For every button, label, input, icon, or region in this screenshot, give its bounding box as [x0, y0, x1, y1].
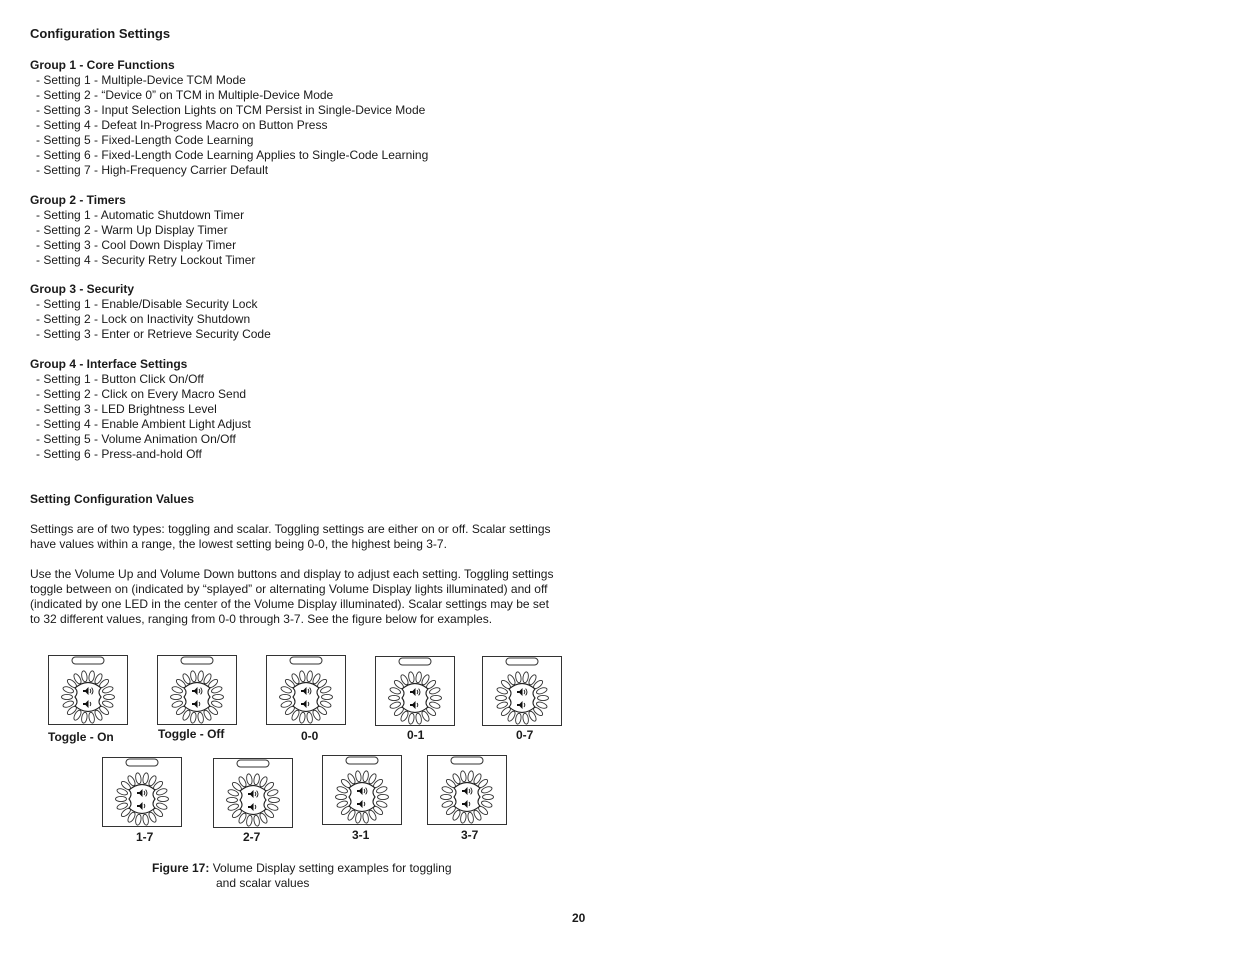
paragraph-line: have values within a range, the lowest setting being 0-0, the highest being 3-7.: [30, 537, 447, 551]
caption-label: Figure 17:: [152, 861, 210, 875]
setting-item: - Setting 7 - High-Frequency Carrier Default: [36, 163, 269, 177]
setting-item: - Setting 4 - Defeat In-Progress Macro on Button Press: [36, 118, 328, 132]
volume-display-panel: [266, 655, 346, 725]
panel-label: 3-7: [461, 828, 479, 842]
panel-label: Toggle - On: [48, 730, 114, 744]
setting-item: - Setting 2 - Warm Up Display Timer: [36, 223, 228, 237]
setting-item: - Setting 2 - Click on Every Macro Send: [36, 387, 247, 401]
setting-item: - Setting 1 - Enable/Disable Security Lock: [36, 297, 258, 311]
panel-label: 0-1: [407, 728, 425, 742]
setting-item: - Setting 1 - Button Click On/Off: [36, 372, 204, 386]
volume-display-panel: [48, 655, 128, 725]
setting-item: - Setting 5 - Volume Animation On/Off: [36, 432, 236, 446]
group-interface-settings: [30, 357, 251, 462]
caption-text-line1: Volume Display setting examples for toggling: [212, 861, 452, 875]
panel-label: 1-7: [136, 830, 154, 844]
setting-item: - Setting 1 - Automatic Shutdown Timer: [36, 208, 245, 222]
setting-item: - Setting 4 - Security Retry Lockout Timer: [36, 253, 256, 267]
volume-display-dial: [322, 755, 402, 825]
setting-item: - Setting 6 - Press-and-hold Off: [36, 447, 202, 461]
figure-caption: [152, 861, 452, 891]
paragraph-line: Use the Volume Up and Volume Down buttons and display to adjust each setting. Toggling settings: [30, 567, 554, 581]
figure-volume-display-examples: [0, 0, 1, 1]
panel-label: 0-7: [516, 728, 534, 742]
group-heading: Group 3 - Security: [30, 282, 135, 296]
setting-item: - Setting 2 - “Device 0” on TCM in Multiple-Device Mode: [36, 88, 334, 102]
setting-item: - Setting 6 - Fixed-Length Code Learning Applies to Single-Code Learning: [36, 148, 429, 162]
volume-display-panel: [102, 757, 182, 827]
volume-display-dial: [375, 656, 455, 726]
caption-text-line2: and scalar values: [216, 876, 310, 890]
volume-display-panel: [427, 755, 507, 825]
panel-label: 3-1: [352, 828, 370, 842]
group-core-functions: [30, 58, 428, 178]
setting-item: - Setting 4 - Enable Ambient Light Adjust: [36, 417, 251, 431]
panel-label: Toggle - Off: [158, 727, 225, 741]
paragraph-volume-buttons: [30, 567, 590, 627]
group-heading: Group 4 - Interface Settings: [30, 357, 188, 371]
volume-display-panel: [322, 755, 402, 825]
page-title: Configuration Settings: [30, 26, 171, 41]
volume-display-panel: [375, 656, 455, 726]
page-number: 20: [572, 911, 586, 925]
paragraph-line: Settings are of two types: toggling and scalar. Toggling settings are either on or off. Scalar settings: [30, 522, 551, 536]
paragraph-line: toggle between on (indicated by “splayed” or alternating Volume Display lights illuminated) and off: [30, 582, 548, 596]
setting-item: - Setting 3 - Input Selection Lights on TCM Persist in Single-Device Mode: [36, 103, 426, 117]
setting-item: - Setting 2 - Lock on Inactivity Shutdown: [36, 312, 251, 326]
setting-item: - Setting 3 - LED Brightness Level: [36, 402, 217, 416]
paragraph-line: (indicated by one LED in the center of the Volume Display illuminated). Scalar settings may be set: [30, 597, 549, 611]
group-security: [30, 282, 271, 342]
group-timers: [30, 193, 255, 268]
group-heading: Group 2 - Timers: [30, 193, 126, 207]
subsection-title: Setting Configuration Values: [30, 492, 195, 506]
group-heading: Group 1 - Core Functions: [30, 58, 175, 72]
panel-label: 0-0: [301, 729, 319, 743]
volume-display-dial: [482, 656, 562, 726]
setting-item: - Setting 3 - Cool Down Display Timer: [36, 238, 237, 252]
volume-display-panel: [157, 655, 237, 725]
volume-display-dial: [157, 655, 237, 725]
volume-display-dial: [102, 757, 182, 827]
setting-item: - Setting 3 - Enter or Retrieve Security Code: [36, 327, 271, 341]
panel-label: 2-7: [243, 830, 261, 844]
paragraph-setting-types: [30, 522, 590, 552]
volume-display-dial: [213, 758, 293, 828]
volume-display-panel: [213, 758, 293, 828]
setting-item: - Setting 1 - Multiple-Device TCM Mode: [36, 73, 246, 87]
volume-display-dial: [48, 655, 128, 725]
paragraph-line: to 32 different values, ranging from 0-0 through 3-7. See the figure below for examples.: [30, 612, 493, 626]
volume-display-dial: [266, 655, 346, 725]
setting-item: - Setting 5 - Fixed-Length Code Learning: [36, 133, 254, 147]
volume-display-dial: [427, 755, 507, 825]
volume-display-panel: [482, 656, 562, 726]
